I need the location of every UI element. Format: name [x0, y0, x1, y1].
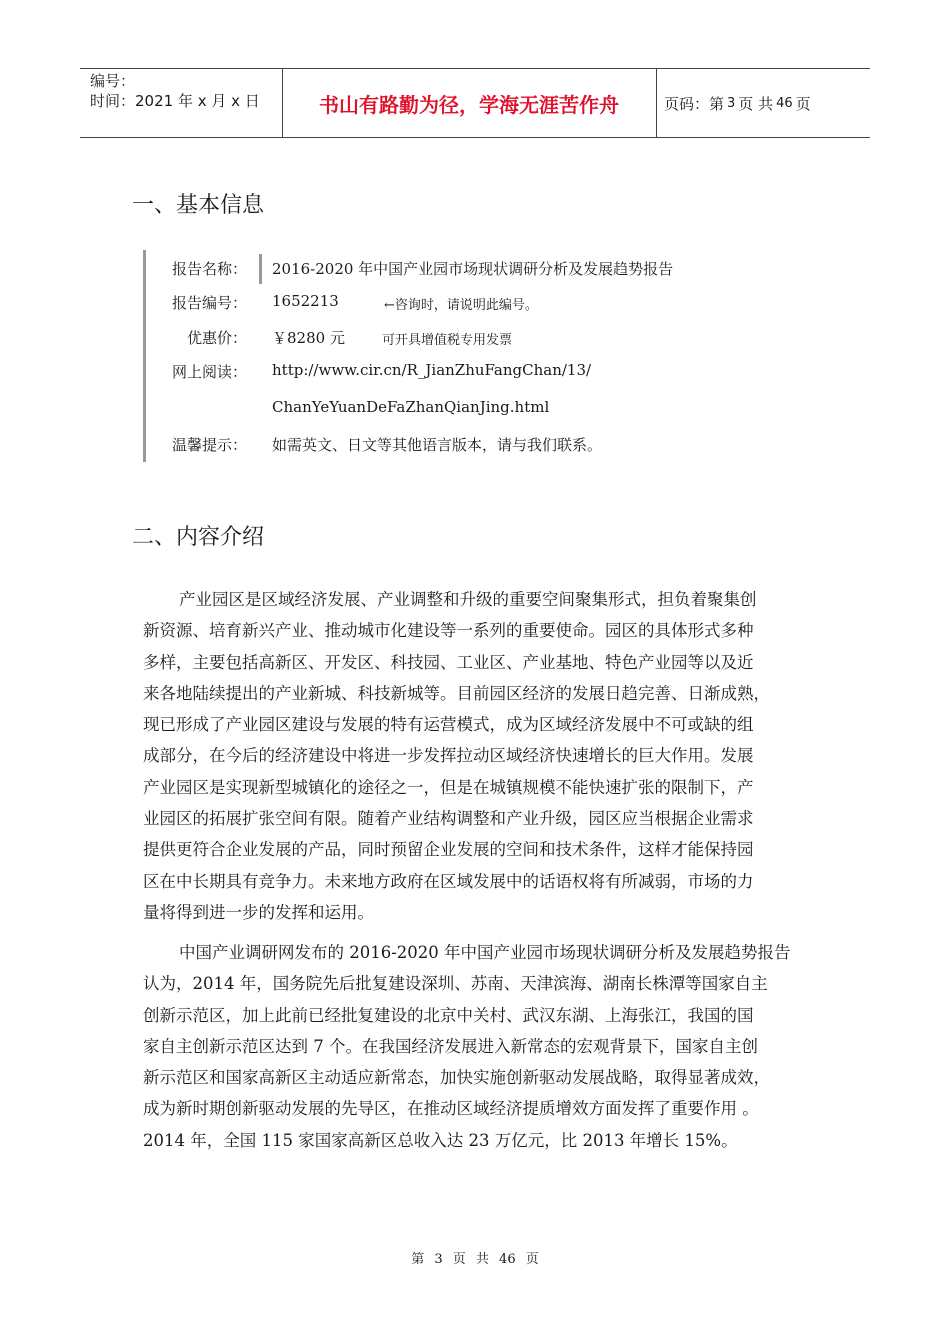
price-value: ￥8280 元: [272, 329, 345, 347]
header-motto: 书山有路勤为径，学海无涯苦作舟: [319, 92, 619, 117]
info-label: 优惠价：: [186, 329, 247, 347]
online-url-line-1[interactable]: http://www.cir.cn/R_JianZhuFangChan/13/: [272, 361, 592, 379]
page-header: [80, 68, 870, 138]
section-basic-info-title: 一、基本信息: [132, 193, 265, 218]
paragraph-line: 提供更符合企业发展的产品，同时预留企业发展的空间和技术条件，这样才能保持园: [143, 840, 754, 860]
invoice-note: 可开具增值税专用发票: [382, 333, 513, 348]
info-label: 报告编号：: [171, 294, 247, 312]
page-prefix: 页码：第: [664, 94, 725, 113]
paragraph-line: 成部分，在今后的经济建设中将进一步发挥拉动区域经济快速增长的巨大作用。发展: [143, 746, 754, 766]
paragraph-line: 创新示范区，加上此前已经批复建设的北京中关村、武汉东湖、上海张江，我国的国: [143, 1005, 754, 1025]
page-middle: 页 共: [738, 94, 774, 113]
tip-value: 如需英文、日文等其他语言版本，请与我们联系。: [272, 436, 603, 454]
page-current: 3: [727, 95, 736, 111]
info-label: 网上阅读：: [171, 363, 247, 381]
basic-info-block: [143, 250, 786, 462]
page-suffix: 页: [795, 94, 811, 113]
paragraph-line: 新资源、培育新兴产业、推动城市化建设等一系列的重要使命。园区的具体形式多种: [143, 621, 754, 641]
header-page-indicator: [664, 69, 811, 137]
report-name-value: 2016-2020 年中国产业园市场现状调研分析及发展趋势报告: [272, 260, 674, 278]
header-meta: [90, 71, 260, 111]
report-number-value: 1652213: [272, 292, 339, 310]
page-footer: 第 3 页 共 46 页: [411, 1252, 539, 1267]
online-url-line-2[interactable]: ChanYeYuanDeFaZhanQianJing.html: [272, 398, 550, 416]
header-divider: [656, 69, 657, 137]
paragraph-line: 多样，主要包括高新区、开发区、科技园、工业区、产业基地、特色产业园等以及近: [143, 652, 754, 672]
report-number-note: ←咨询时，请说明此编号。: [384, 298, 538, 313]
paragraph-line: 新示范区和国家高新区主动适应新常态，加快实施创新驱动发展战略，取得显著成效，: [143, 1068, 770, 1088]
paragraph-line: 业园区的拓展扩张空间有限。随着产业结构调整和产业升级，园区应当根据企业需求: [143, 809, 754, 829]
doc-time-label: 时间：2021 年 x 月 x 日: [90, 92, 260, 110]
paragraph-line: 成为新时期创新驱动发展的先导区，在推动区域经济提质增效方面发挥了重要作用 。: [143, 1099, 759, 1119]
paragraph-line: 产业园区是实现新型城镇化的途径之一，但是在城镇规模不能快速扩张的限制下，产: [143, 777, 754, 797]
content-paragraph-1: [143, 584, 819, 928]
paragraph-line: 现已形成了产业园区建设与发展的特有运营模式，成为区域经济发展中不可或缺的组: [143, 715, 754, 735]
content-paragraph-2: [143, 937, 819, 1156]
info-label: 温馨提示：: [171, 436, 247, 454]
paragraph-line: 2014 年，全国 115 家国家高新区总收入达 23 万亿元，比 2013 年增长 15%。: [143, 1130, 738, 1150]
paragraph-line: 家自主创新示范区达到 7 个。在我国经济发展进入新常态的宏观背景下，国家自主创: [143, 1036, 758, 1056]
doc-number-label: 编号：: [90, 72, 136, 90]
section-content-intro-title: 二、内容介绍: [132, 525, 265, 550]
page-total: 46: [776, 95, 793, 111]
paragraph-line: 量将得到进一步的发挥和运用。: [143, 902, 374, 922]
report-name-marker: [259, 254, 262, 284]
paragraph-line: 区在中长期具有竞争力。未来地方政府在区域发展中的话语权将有所减弱，市场的力: [143, 871, 754, 891]
paragraph-line: 来各地陆续提出的产业新城、科技新城等。目前园区经济的发展日趋完善、日渐成熟，: [143, 683, 770, 703]
paragraph-line: 产业园区是区域经济发展、产业调整和升级的重要空间聚集形式，担负着聚集创: [179, 590, 757, 609]
paragraph-line: 中国产业调研网发布的 2016-2020 年中国产业园市场现状调研分析及发展趋势报告: [179, 943, 791, 962]
paragraph-line: 认为，2014 年，国务院先后批复建设深圳、苏南、天津滨海、湖南长株潭等国家自主: [143, 974, 768, 994]
info-label: 报告名称：: [171, 260, 247, 278]
